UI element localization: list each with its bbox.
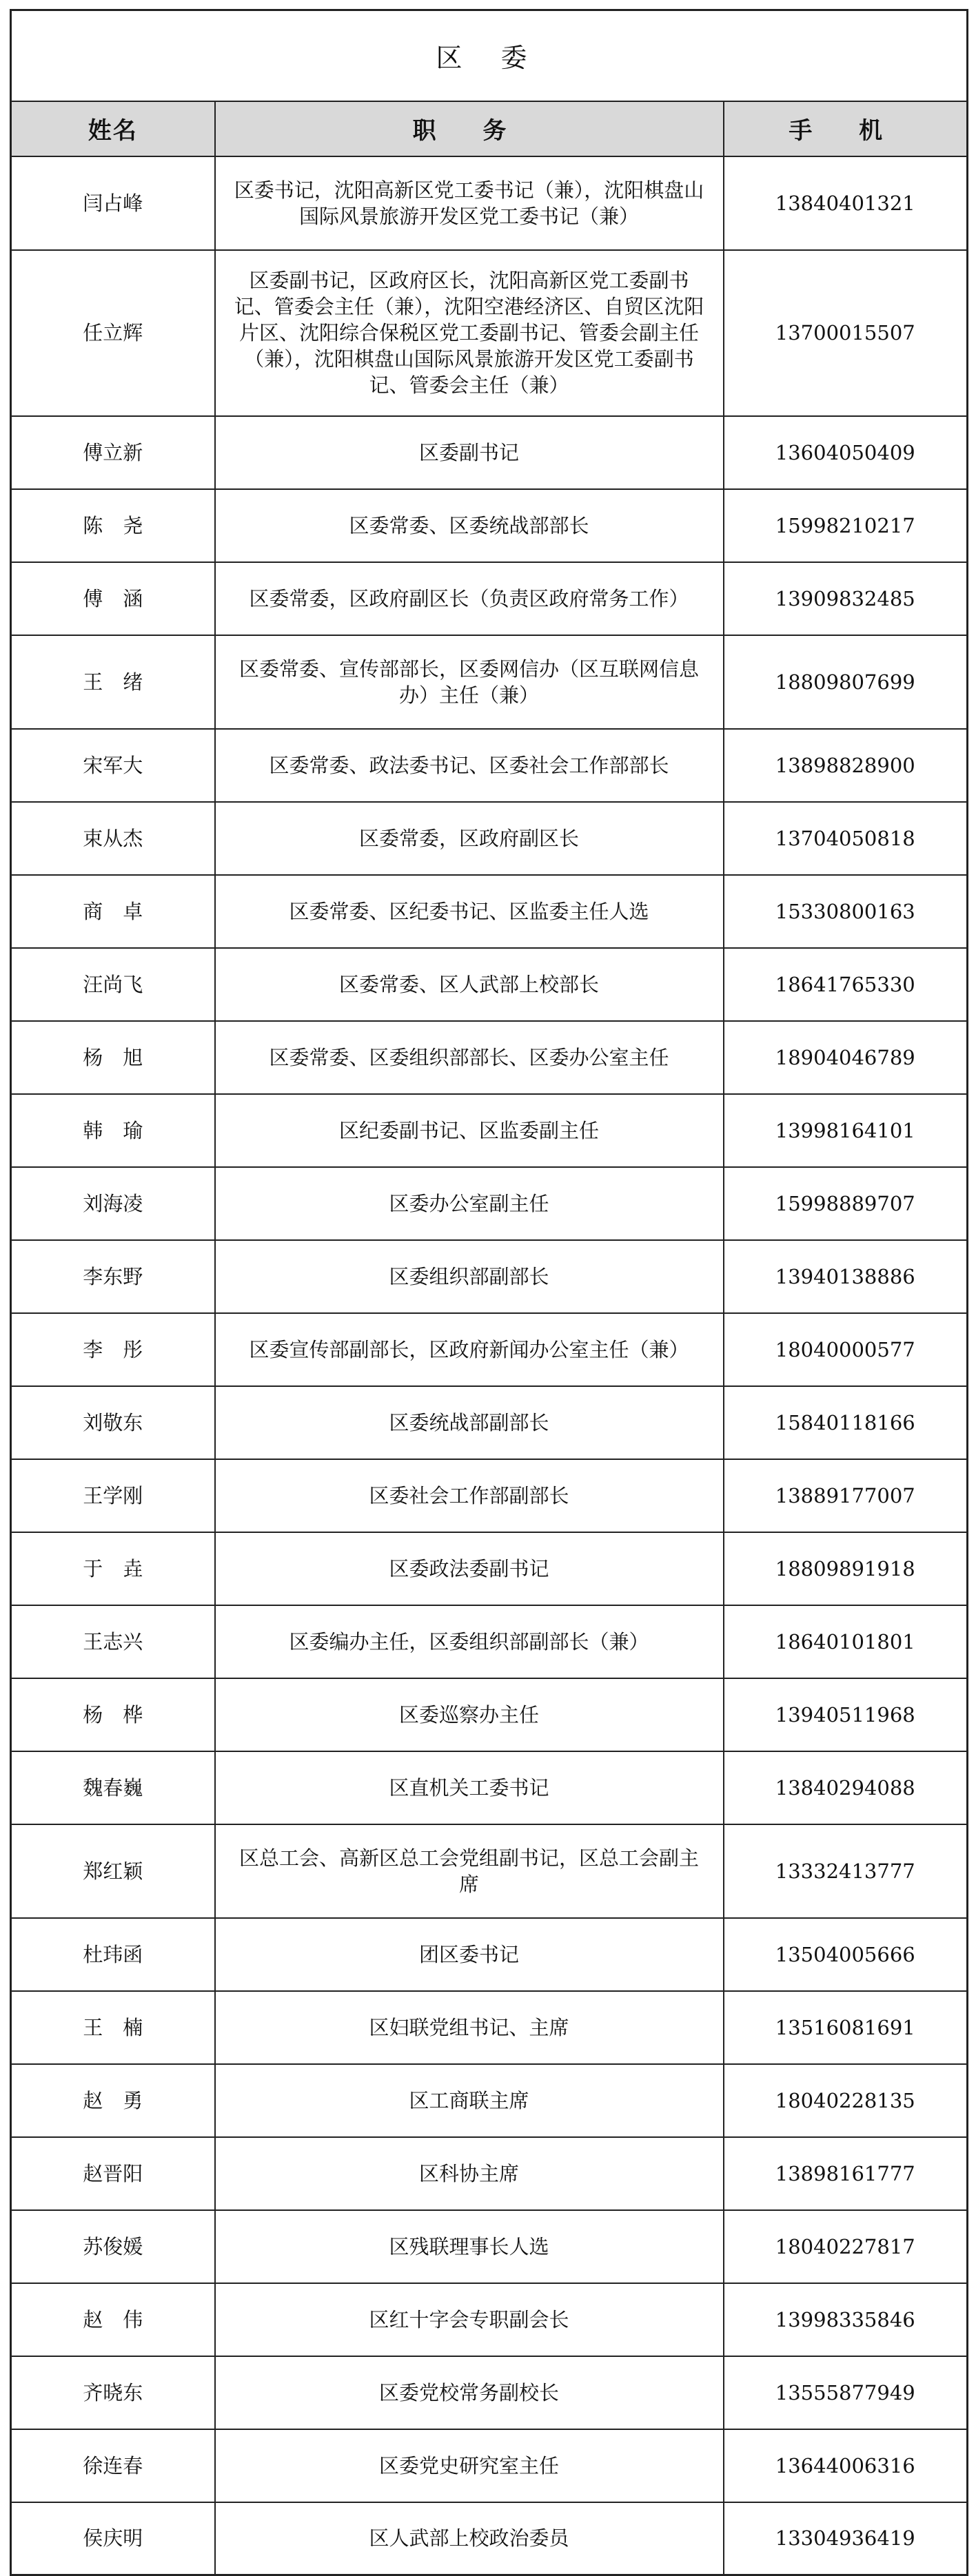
person-duty: 区委副书记 [215, 416, 724, 489]
table-row [11, 1824, 968, 1918]
header-row [11, 101, 968, 156]
person-phone: 13304936419 [724, 2502, 968, 2575]
person-phone: 13840294088 [724, 1751, 968, 1824]
title-row [11, 10, 968, 101]
person-duty: 区委组织部副部长 [215, 1240, 724, 1313]
person-name: 赵 伟 [11, 2283, 215, 2356]
person-name: 齐晓东 [11, 2356, 215, 2429]
person-duty: 区委常委，区政府副区长（负责区政府常务工作） [215, 562, 724, 635]
person-phone: 15330800163 [724, 875, 968, 948]
person-duty: 区工商联主席 [215, 2064, 724, 2137]
person-phone: 18904046789 [724, 1021, 968, 1094]
table-row [11, 562, 968, 635]
table-row [11, 1605, 968, 1678]
person-phone: 15840118166 [724, 1386, 968, 1459]
person-duty: 区委常委，区政府副区长 [215, 802, 724, 875]
person-name: 杨 旭 [11, 1021, 215, 1094]
person-phone: 13704050818 [724, 802, 968, 875]
person-duty: 区科协主席 [215, 2137, 724, 2210]
person-phone: 13504005666 [724, 1918, 968, 1991]
table-row [11, 1094, 968, 1167]
table-row [11, 1918, 968, 1991]
person-phone: 13332413777 [724, 1824, 968, 1918]
person-duty: 区委党校常务副校长 [215, 2356, 724, 2429]
person-name: 郑红颖 [11, 1824, 215, 1918]
table-row [11, 2064, 968, 2137]
table-row [11, 1751, 968, 1824]
table-row [11, 802, 968, 875]
header-phone: 手 机 [724, 101, 968, 156]
person-phone: 13940138886 [724, 1240, 968, 1313]
table-row [11, 489, 968, 562]
person-duty: 区委常委、区纪委书记、区监委主任人选 [215, 875, 724, 948]
person-duty: 区委政法委副书记 [215, 1532, 724, 1605]
table-row [11, 1386, 968, 1459]
table-row [11, 2502, 968, 2575]
person-duty: 区委常委、区委统战部部长 [215, 489, 724, 562]
person-phone: 15998889707 [724, 1167, 968, 1240]
person-duty: 区直机关工委书记 [215, 1751, 724, 1824]
person-duty: 区委副书记，区政府区长，沈阳高新区党工委副书记、管委会主任（兼），沈阳空港经济区、自贸区沈阳片区、沈阳综合保税区党工委副书记、管委会副主任（兼），沈阳棋盘山国际风景旅游开发区党工委副书记、管委会主任（兼） [215, 250, 724, 416]
person-name: 汪尚飞 [11, 948, 215, 1021]
person-name: 侯庆明 [11, 2502, 215, 2575]
person-name: 徐连春 [11, 2429, 215, 2502]
table-row [11, 156, 968, 250]
person-duty: 区委统战部副部长 [215, 1386, 724, 1459]
person-name: 王志兴 [11, 1605, 215, 1678]
table-row [11, 1991, 968, 2064]
table-row [11, 1459, 968, 1532]
person-phone: 13909832485 [724, 562, 968, 635]
person-phone: 18809807699 [724, 635, 968, 729]
person-phone: 15998210217 [724, 489, 968, 562]
table-row [11, 1313, 968, 1386]
person-name: 杜玮函 [11, 1918, 215, 1991]
person-duty: 区委党史研究室主任 [215, 2429, 724, 2502]
person-duty: 区委巡察办主任 [215, 1678, 724, 1751]
person-phone: 13700015507 [724, 250, 968, 416]
contact-sheet [10, 9, 966, 2551]
table-row [11, 875, 968, 948]
table-row [11, 1532, 968, 1605]
person-name: 赵晋阳 [11, 2137, 215, 2210]
person-name: 李 彤 [11, 1313, 215, 1386]
table-row [11, 948, 968, 1021]
person-duty: 区委办公室副主任 [215, 1167, 724, 1240]
person-duty: 区纪委副书记、区监委副主任 [215, 1094, 724, 1167]
person-phone: 13604050409 [724, 416, 968, 489]
table-row [11, 1167, 968, 1240]
person-phone: 18640101801 [724, 1605, 968, 1678]
header-duty: 职 务 [215, 101, 724, 156]
person-duty: 区委常委、区委组织部部长、区委办公室主任 [215, 1021, 724, 1094]
person-name: 李东野 [11, 1240, 215, 1313]
person-name: 刘敬东 [11, 1386, 215, 1459]
table-row [11, 2283, 968, 2356]
person-duty: 区红十字会专职副会长 [215, 2283, 724, 2356]
person-phone: 13644006316 [724, 2429, 968, 2502]
person-name: 陈 尧 [11, 489, 215, 562]
table-row [11, 1678, 968, 1751]
person-phone: 13840401321 [724, 156, 968, 250]
person-duty: 区委常委、区人武部上校部长 [215, 948, 724, 1021]
person-name: 杨 桦 [11, 1678, 215, 1751]
person-name: 于 垚 [11, 1532, 215, 1605]
person-phone: 13998335846 [724, 2283, 968, 2356]
person-name: 魏春巍 [11, 1751, 215, 1824]
person-name: 刘海凌 [11, 1167, 215, 1240]
person-duty: 团区委书记 [215, 1918, 724, 1991]
person-duty: 区委书记，沈阳高新区党工委书记（兼），沈阳棋盘山国际风景旅游开发区党工委书记（兼） [215, 156, 724, 250]
person-phone: 13898828900 [724, 729, 968, 802]
person-name: 宋军大 [11, 729, 215, 802]
person-duty: 区人武部上校政治委员 [215, 2502, 724, 2575]
person-name: 苏俊媛 [11, 2210, 215, 2283]
table-row [11, 250, 968, 416]
person-name: 赵 勇 [11, 2064, 215, 2137]
person-name: 王 楠 [11, 1991, 215, 2064]
person-phone: 18040227817 [724, 2210, 968, 2283]
person-name: 傅 涵 [11, 562, 215, 635]
person-phone: 13516081691 [724, 1991, 968, 2064]
person-name: 任立辉 [11, 250, 215, 416]
person-phone: 18040000577 [724, 1313, 968, 1386]
person-phone: 13940511968 [724, 1678, 968, 1751]
person-name: 束从杰 [11, 802, 215, 875]
person-name: 王 绪 [11, 635, 215, 729]
table-row [11, 729, 968, 802]
table-row [11, 2137, 968, 2210]
table-row [11, 416, 968, 489]
person-name: 傅立新 [11, 416, 215, 489]
person-phone: 18641765330 [724, 948, 968, 1021]
person-name: 商 卓 [11, 875, 215, 948]
person-duty: 区委社会工作部副部长 [215, 1459, 724, 1532]
person-phone: 13555877949 [724, 2356, 968, 2429]
person-name: 韩 瑜 [11, 1094, 215, 1167]
directory-table [10, 9, 968, 2576]
table-row [11, 2210, 968, 2283]
person-duty: 区委编办主任，区委组织部副部长（兼） [215, 1605, 724, 1678]
person-phone: 13889177007 [724, 1459, 968, 1532]
table-row [11, 1021, 968, 1094]
person-name: 王学刚 [11, 1459, 215, 1532]
person-duty: 区委常委、宣传部部长，区委网信办（区互联网信息办）主任（兼） [215, 635, 724, 729]
person-phone: 18040228135 [724, 2064, 968, 2137]
person-duty: 区委常委、政法委书记、区委社会工作部部长 [215, 729, 724, 802]
person-phone: 13898161777 [724, 2137, 968, 2210]
table-row [11, 635, 968, 729]
person-duty: 区妇联党组书记、主席 [215, 1991, 724, 2064]
person-name: 闫占峰 [11, 156, 215, 250]
table-row [11, 2356, 968, 2429]
person-duty: 区总工会、高新区总工会党组副书记，区总工会副主席 [215, 1824, 724, 1918]
person-duty: 区残联理事长人选 [215, 2210, 724, 2283]
header-name: 姓名 [11, 101, 215, 156]
person-duty: 区委宣传部副部长，区政府新闻办公室主任（兼） [215, 1313, 724, 1386]
person-phone: 18809891918 [724, 1532, 968, 1605]
table-row [11, 2429, 968, 2502]
table-row [11, 1240, 968, 1313]
person-phone: 13998164101 [724, 1094, 968, 1167]
table-title: 区 委 [11, 10, 968, 101]
